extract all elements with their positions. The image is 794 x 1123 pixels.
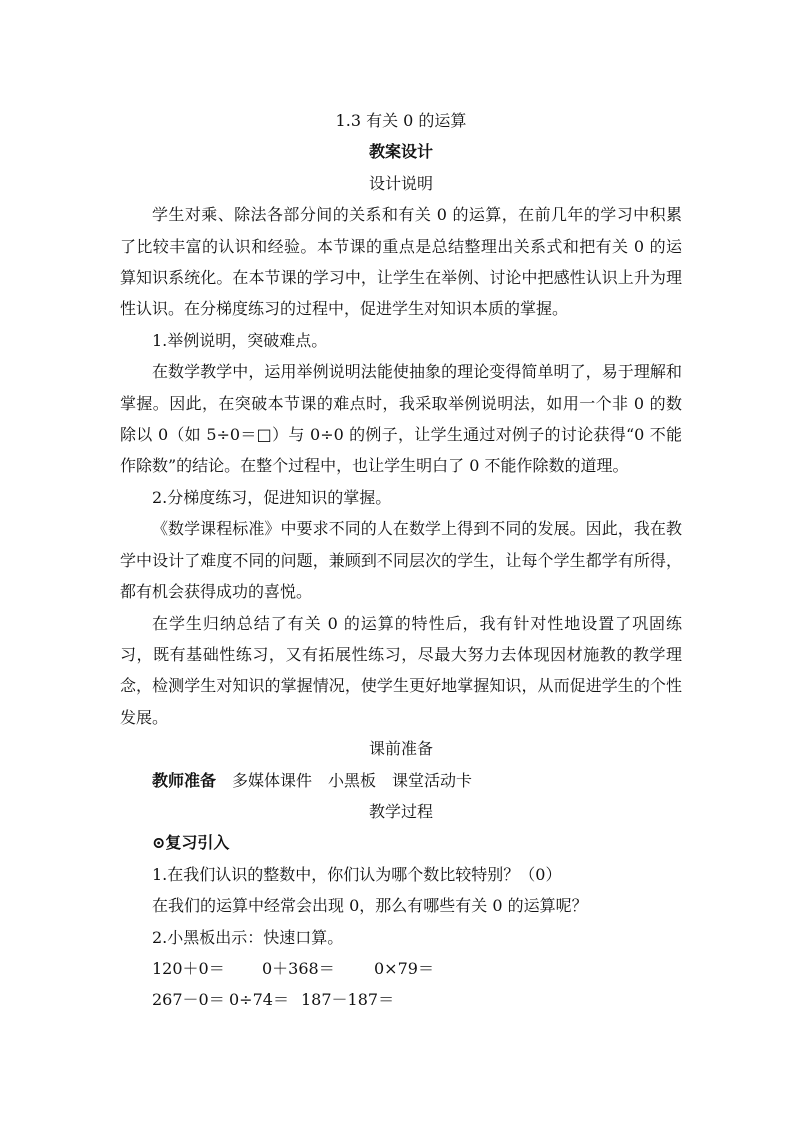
point2-paragraph-2: 在学生归纳总结了有关 0 的运算的特性后，我有针对性地设置了巩固练习，既有基础性练习，又有拓展性练习，尽最大努力去体现因材施教的教学理念，检测学生对知识的掌握情况，使学生更好地掌握知识，从而促进学生的个性发展。: [120, 613, 682, 727]
document-body: [120, 105, 682, 1016]
section-title: 教案设计: [368, 142, 433, 162]
point1-paragraph: 在数学教学中，运用举例说明法能使抽象的理论变得简单明了，易于理解和掌握。因此，在突破本节课的难点时，我采取举例说明法，如用一个非 0 的数除以 0（如 5÷0＝□）与 0÷0 的例子，让学生通过对例子的讨论获得“0 不能作除数”的结论。在整个过程中，也让学生明白了 0 不能作除数的道理。: [120, 362, 682, 476]
preparation-item: 课堂活动卡: [392, 770, 473, 790]
design-notes-heading: 设计说明: [368, 173, 433, 193]
formula: 0÷74＝: [229, 990, 289, 1010]
design-intro-paragraph: 学生对乘、除法各部分间的关系和有关 0 的运算，在前几年的学习中积累了比较丰富的认识和经验。本节课的重点是总结整理出关系式和把有关 0 的运算知识系统化。在本节课的学习中，让学生在举例、讨论中把感性认识上升为理性认识。在分梯度练习的过程中，促进学生对知识本质的掌握。: [120, 205, 682, 319]
process-heading: 教学过程: [368, 801, 433, 821]
question-1: 1.在我们认识的整数中，你们认为哪个数比较特别？（0）: [152, 864, 562, 884]
review-title: ⊙复习引入: [152, 833, 230, 853]
formula: 267－0＝: [152, 990, 225, 1010]
lesson-title: 1.3 有关 0 的运算: [335, 111, 467, 130]
preparation-item: 多媒体课件: [232, 770, 313, 790]
point2-paragraph-1: 《数学课程标准》中要求不同的人在数学上得到不同的发展。因此，我在教学中设计了难度不同的问题，兼顾到不同层次的学生，让每个学生都学有所得，都有机会获得成功的喜悦。: [120, 519, 682, 602]
formula-row-2: [120, 984, 682, 1015]
formula-row-1: [120, 953, 682, 984]
formula: 0×79＝: [374, 958, 434, 978]
preparation-heading: 课前准备: [368, 739, 433, 759]
preparation-line: [120, 765, 682, 796]
question-1-follow-up: 在我们的运算中经常会出现 0，那么有哪些有关 0 的运算呢？: [152, 896, 588, 916]
preparation-label: 教师准备: [152, 770, 217, 790]
formula: 187－187＝: [301, 990, 395, 1010]
formula: 120＋0＝: [152, 958, 225, 978]
point1-title: 1.举例说明，突破难点。: [152, 330, 328, 350]
formula: 0＋368＝: [262, 958, 335, 978]
point2-title: 2.分梯度练习，促进知识的掌握。: [152, 487, 392, 507]
question-2: 2.小黑板出示：快速口算。: [152, 927, 344, 947]
preparation-item: 小黑板: [328, 770, 377, 790]
